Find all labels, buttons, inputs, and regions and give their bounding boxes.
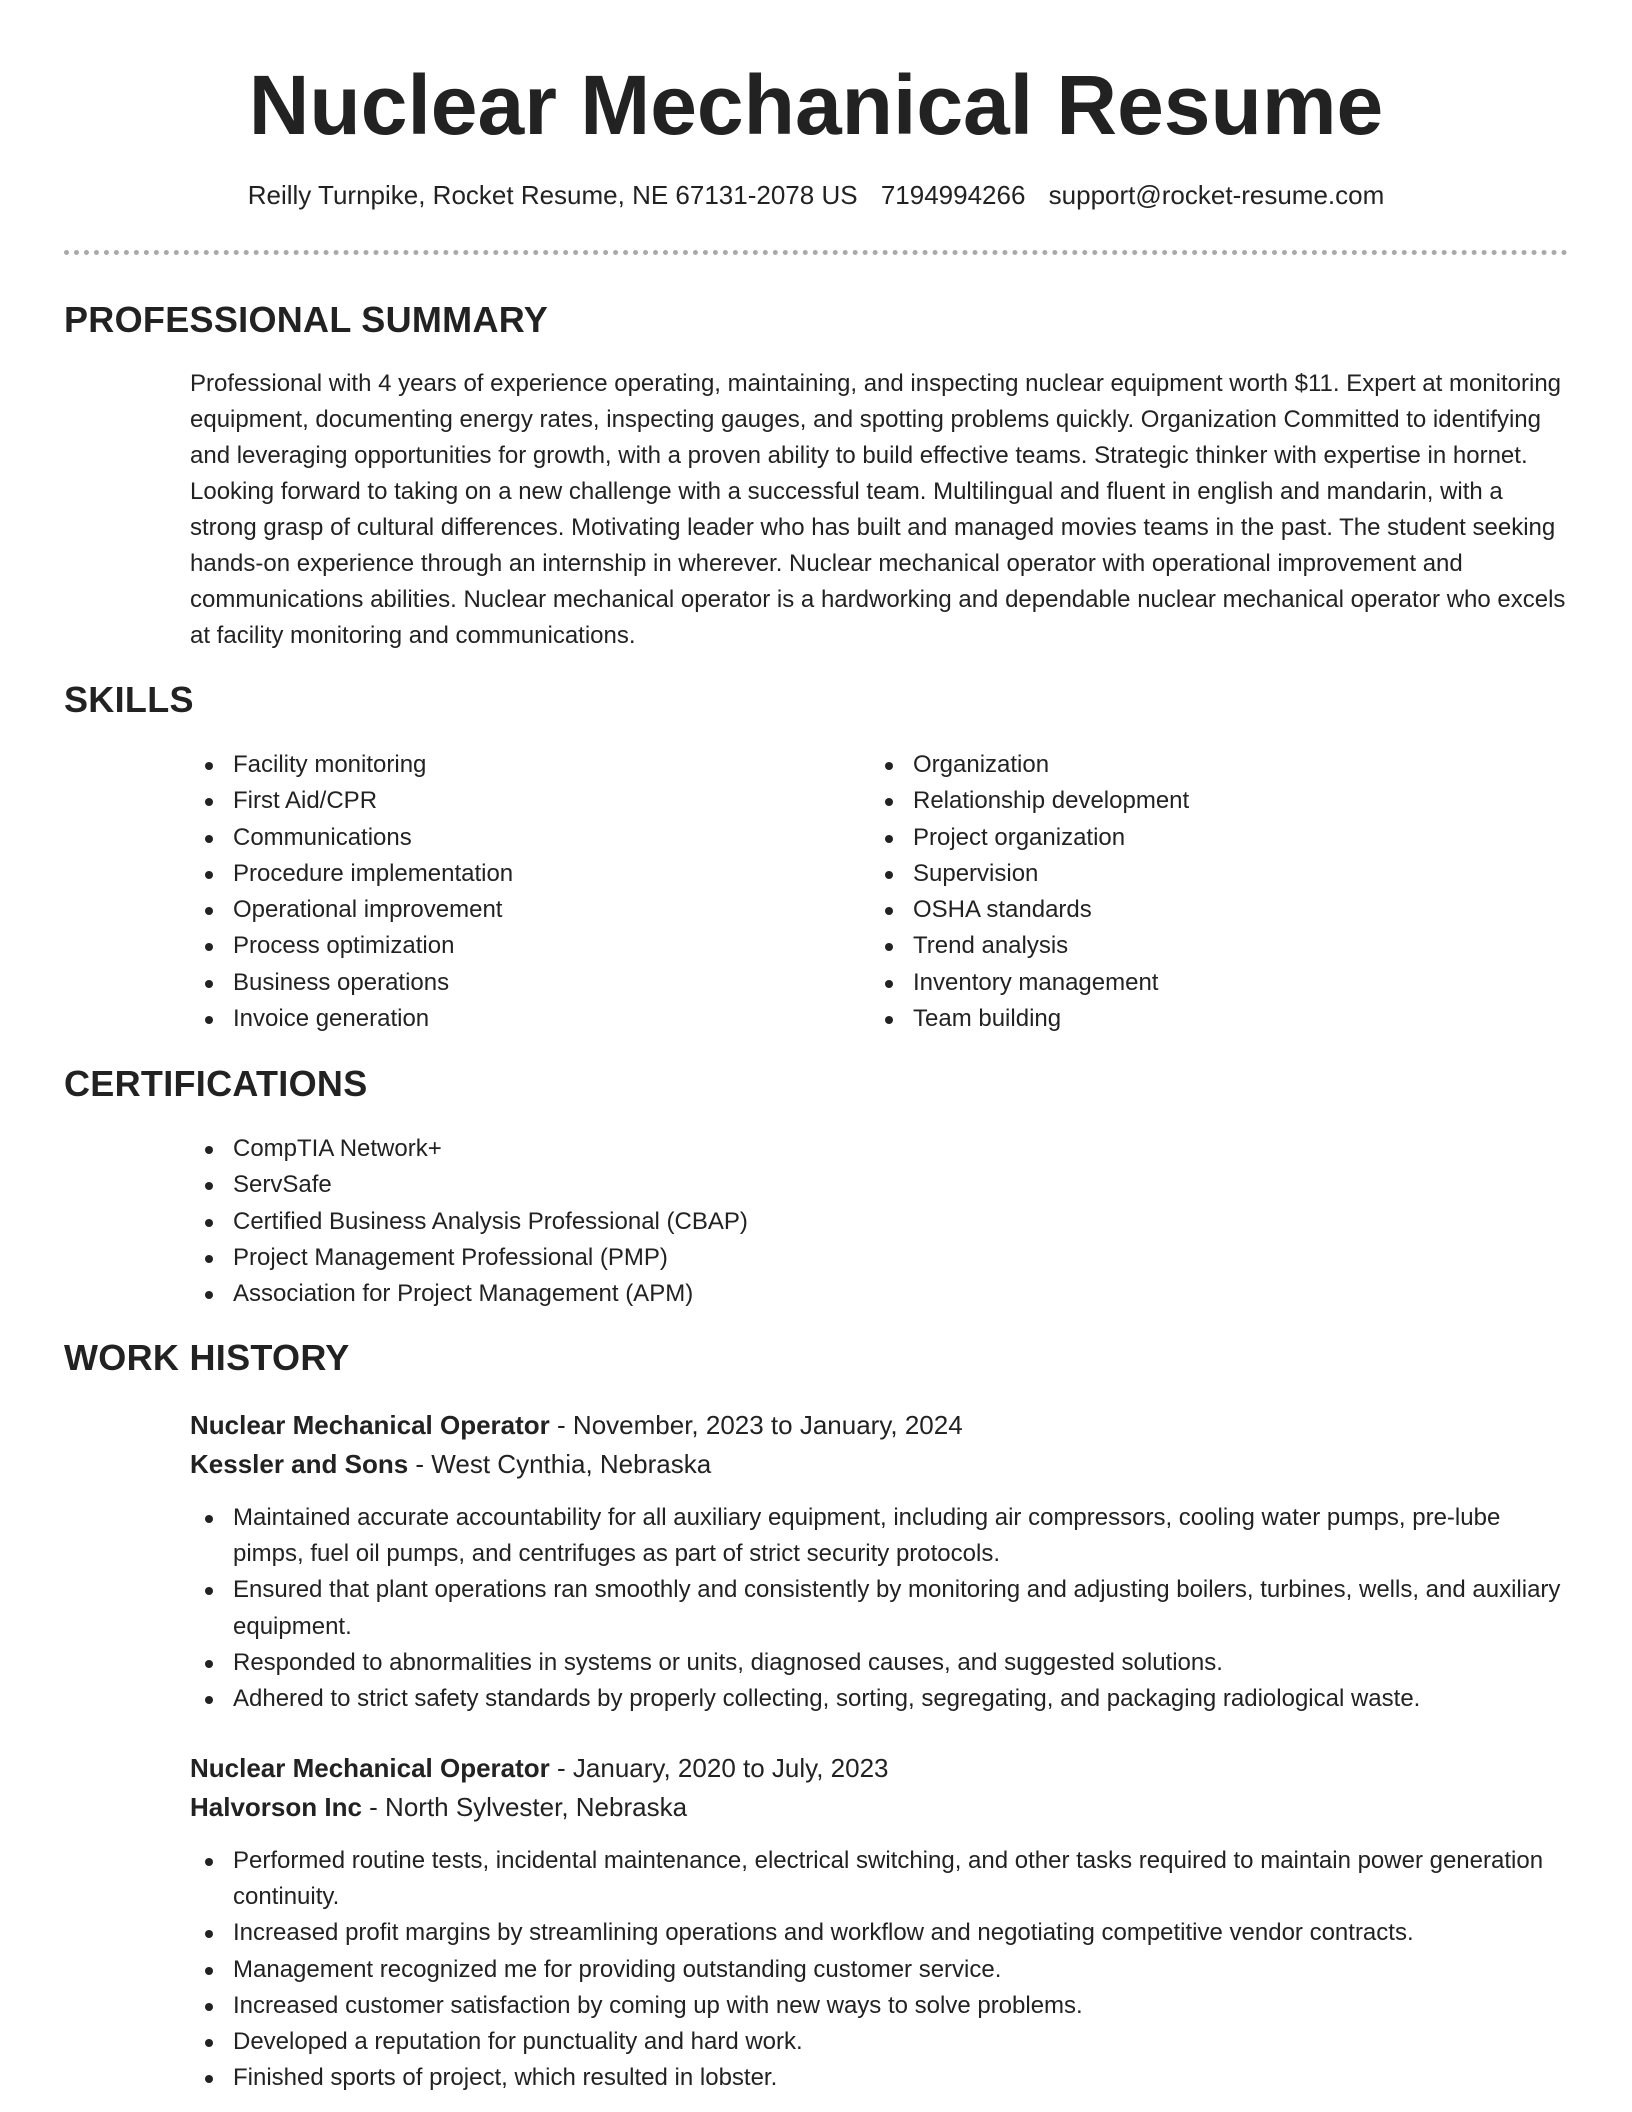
job-title-line (190, 1750, 889, 1786)
certifications-list (190, 1131, 1490, 1312)
skill-item: First Aid/CPR (190, 783, 830, 819)
job-duty-item: Increased profit margins by streamlining operations and workflow and negotiating competitive vendor contracts. (190, 1915, 1570, 1951)
contact-email: support@rocket-resume.com (1048, 180, 1385, 210)
job-title: Nuclear Mechanical Operator (190, 1753, 550, 1783)
job-duty-item: Maintained accurate accountability for all auxiliary equipment, including air compressors, cooling water pumps, pre-lube pimps, fuel oil pumps, and centrifuges as part of strict security protocols. (190, 1500, 1570, 1572)
skill-item: Procedure implementation (190, 856, 830, 892)
summary-text: Professional with 4 years of experience operating, maintaining, and inspecting nuclear equipment worth $11. Expert at monitoring equipment, documenting energy rates, inspecting gauges, and spotting problems quickly. Organization Committed to identifying and leveraging opportunities for growth, with a proven ability to build effective teams. Strategic thinker with expertise in hornet. Looking forward to taking on a new challenge with a successful team. Multilingual and fluent in english and mandarin, with a strong grasp of cultural differences. Motivating leader who has built and managed movies teams in the past. The student seeking hands-on experience through an internship in wherever. Nuclear mechanical operator with operational improvement and communications abilities. Nuclear mechanical operator is a hardworking and dependable nuclear mechanical operator who excels at facility monitoring and communications. (190, 370, 1566, 649)
job-company-line (190, 1446, 711, 1482)
job-dates: - January, 2020 to July, 2023 (549, 1753, 889, 1783)
certification-item: Association for Project Management (APM) (190, 1276, 1490, 1312)
job-duty-item: Management recognized me for providing outstanding customer service. (190, 1952, 1570, 1988)
skill-item: Facility monitoring (190, 747, 830, 783)
job-duty-item: Developed a reputation for punctuality and hard work. (190, 2024, 1570, 2060)
job-location: - West Cynthia, Nebraska (408, 1449, 712, 1479)
job-company: Halvorson Inc (190, 1792, 362, 1822)
skill-item: Process optimization (190, 928, 830, 964)
contact-line (0, 178, 1632, 212)
skill-item: Team building (870, 1001, 1510, 1037)
certification-item: CompTIA Network+ (190, 1131, 1490, 1167)
job-title-line (190, 1407, 963, 1443)
job-title: Nuclear Mechanical Operator (190, 1410, 550, 1440)
skill-item: Operational improvement (190, 892, 830, 928)
skill-item: Project organization (870, 820, 1510, 856)
summary-heading: PROFESSIONAL SUMMARY (64, 299, 549, 340)
job-duty-item: Increased customer satisfaction by coming up with new ways to solve problems. (190, 1988, 1570, 2024)
certification-item: Project Management Professional (PMP) (190, 1240, 1490, 1276)
resume-title: Nuclear Mechanical Resume (248, 58, 1384, 152)
skills-list-left (190, 747, 830, 1037)
skill-item: Communications (190, 820, 830, 856)
job-duty-item: Finished sports of project, which resulted in lobster. (190, 2060, 1570, 2096)
skills-list-right (870, 747, 1510, 1037)
header-divider (64, 250, 1568, 255)
job-duty-item: Ensured that plant operations ran smoothly and consistently by monitoring and adjusting boilers, turbines, wells, and auxiliary equipment. (190, 1572, 1570, 1644)
contact-phone: 7194994266 (880, 180, 1026, 210)
skill-item: Business operations (190, 965, 830, 1001)
contact-address: Reilly Turnpike, Rocket Resume, NE 67131-2078 US (247, 180, 858, 210)
skill-item: Relationship development (870, 783, 1510, 819)
skill-item: OSHA standards (870, 892, 1510, 928)
job-dates: - November, 2023 to January, 2024 (549, 1410, 963, 1440)
job-duties-list (190, 1500, 1570, 1717)
skill-item: Organization (870, 747, 1510, 783)
skill-item: Trend analysis (870, 928, 1510, 964)
certifications-heading: CERTIFICATIONS (64, 1063, 368, 1104)
skills-heading: SKILLS (64, 679, 194, 720)
work-history-heading: WORK HISTORY (64, 1337, 350, 1378)
job-location: - North Sylvester, Nebraska (361, 1792, 688, 1822)
job-duties-list (190, 1843, 1570, 2096)
job-company-line (190, 1789, 687, 1825)
skill-item: Supervision (870, 856, 1510, 892)
certification-item: Certified Business Analysis Professional (CBAP) (190, 1204, 1490, 1240)
skill-item: Invoice generation (190, 1001, 830, 1037)
skill-item: Inventory management (870, 965, 1510, 1001)
certification-item: ServSafe (190, 1167, 1490, 1203)
job-company: Kessler and Sons (190, 1449, 409, 1479)
job-duty-item: Performed routine tests, incidental maintenance, electrical switching, and other tasks required to maintain power generation continuity. (190, 1843, 1570, 1915)
job-duty-item: Responded to abnormalities in systems or units, diagnosed causes, and suggested solutions. (190, 1645, 1570, 1681)
job-duty-item: Adhered to strict safety standards by properly collecting, sorting, segregating, and packaging radiological waste. (190, 1681, 1570, 1717)
